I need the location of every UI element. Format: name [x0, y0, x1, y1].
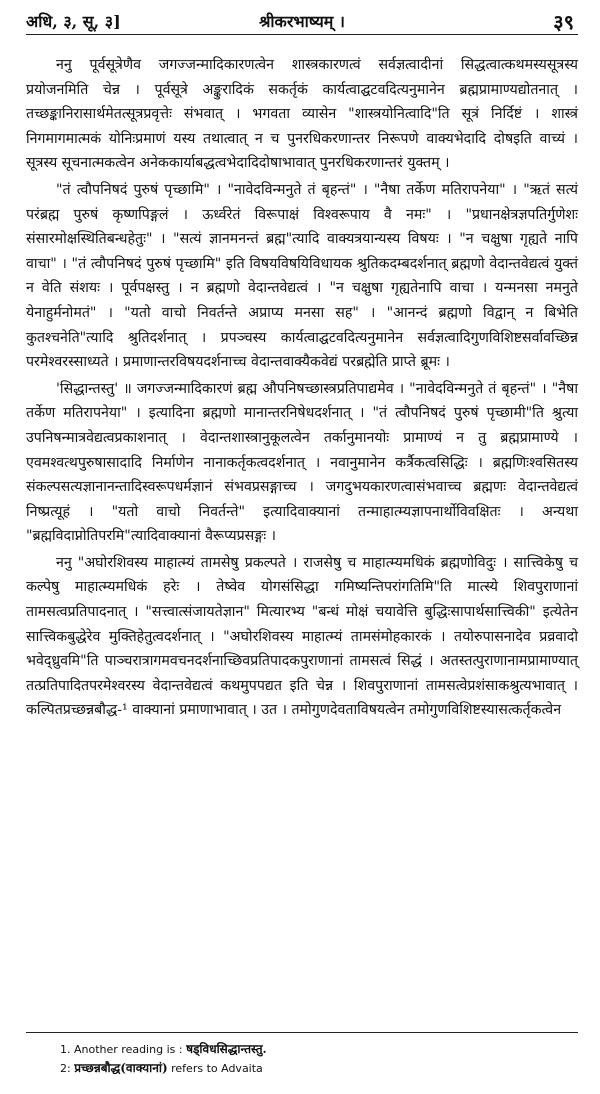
- footnote-2-lead: 2:: [60, 1062, 75, 1075]
- paragraph: "तं त्वौपनिषदं पुरुषं पृच्छामि" । "नावेदविन्मनुते तं बृहन्तं" । "नैषा तर्केण मतिरापनेया" । "ऋतं सत्यं परंब्रह्म पुरुषं कृष्णपिङ्गलं । ऊर्ध्वरेतं विरूपाक्षं विश्वरूपाय वै नमः" । "प्रधानक्षेत्रज्ञपतिर्गुणेशः संसारमोक्षस्थितिबन्धहेतुः" । "सत्यं ज्ञानमनन्तं ब्रह्म"त्यादि वाक्यत्रयान्यस्य विषयः । "न चक्षुषा गृह्यते नापि वाचा" । "तं त्वौपनिषदं पुरुषं पृच्छामि" इति विषयविषयिविधायक श्रुतिकदम्बदर्शनात् ब्रह्मणो वेदान्तवेद्यत्वं युक्तं न वेति संशयः । पूर्वपक्षस्तु । न ब्रह्मणो वेदान्तवेद्यत्वं । "न चक्षुषा गृह्यतेनापि वाचा । यन्मनसा नमनुते येनाहुर्मनोमतं" । "यतो वाचो निवर्तन्ते अप्राप्य मनसा सह" । "आनन्दं ब्रह्मणो विद्वान् न बिभेति कुतश्चनेति"त्यादि श्रुतिदर्शनात् । प्रपञ्चस्य कार्यत्वाद्घटवदित्यनुमानेन सर्वज्ञत्वादिगुणविशिष्टसर्वावच्छिन्न परमेश्वरस्साध्यते । प्रमाणान्तरविषयदर्शनाच्च वेदान्तवाक्यैकवेद्यं परब्रह्मेति प्राप्ते ब्रूमः ।: [26, 181, 578, 371]
- footnote-2-tail: refers to Advaita: [167, 1062, 263, 1075]
- footnote-2-devanagari: प्रच्छन्नबौद्ध(वाक्यानां): [74, 1061, 168, 1075]
- page-number: ३९: [553, 10, 574, 34]
- running-header: [26, 8, 578, 35]
- footnotes: [60, 1040, 578, 1078]
- header-section-reference: अधि, ३, सू, ३]: [26, 12, 121, 31]
- footnote-1-devanagari: षड्विधसिद्धान्तस्तु.: [186, 1042, 267, 1056]
- footnote-1: [60, 1040, 578, 1059]
- paragraph: 'सिद्धान्तस्तु' ॥ जगज्जन्मादिकारणं ब्रह्म औपनिषच्छास्त्रप्रतिपाद्यमेव । "नावेदविन्मनुते तं बृहन्तं" । "नैषा तर्केण मतिरापनेया" । इत्यादिना ब्रह्मणो मानान्तरनिषेधदर्शनात् । "तं त्वौपनिषदं पुरुषं पृच्छामी"ति श्रुत्या उपनिषन्मात्रवेद्यत्वप्रकाशनात् । वेदान्तशास्त्रानुकूलत्वेन तर्कानुमानयोः प्रामाण्यं न तु ब्रह्मप्रामाण्ये । एवमश्वत्थपुरुषासादादि निर्माणेन नानाकर्तृकत्वदर्शनात् । नवानुमानेन कर्त्रैकत्वसिद्धिः । ब्रह्मणिःश्वसितस्य संकल्पसत्यज्ञानानन्तादिस्वरूपधर्मज्ञानं संभवप्रसङ्गाच्च । जगदुभयकारणत्वासंभवाच्च ब्रह्मणः वेदान्तवेद्यत्वं निष्प्रत्यूहं । "यतो वाचो निवर्तन्ते" इत्यादिवाक्यानां तन्माहात्म्यज्ञापनार्थोविवक्षितः । अन्यथा "ब्रह्मविदाप्नोतिपरमि"त्यादिवाक्यानां वैरूप्यप्रसङ्गः ।: [26, 380, 578, 545]
- footnote-divider: [26, 1032, 578, 1033]
- footnote-2: [60, 1059, 578, 1078]
- footnote-1-lead: 1. Another reading is :: [60, 1043, 187, 1056]
- paragraph: ननु "अघोरशिवस्य माहात्म्यं तामसेषु प्रकल्पते । राजसेषु च माहात्म्यमधिकं ब्रह्मणोविदुः । सात्त्विकेषु च कल्पेषु माहात्म्यमधिकं हरेः । तेष्वेव योगसंसिद्धा गमिष्यन्तिपरांगतिमि"ति मात्स्ये शिवपुराणानां तामसत्वप्रतिपादनात् । "सत्त्वात्संजायतेज्ञान" मित्यारभ्य "बन्धं मोक्षं चयावेत्ति बुद्धिःसापार्थसात्त्विकी" इत्येतेन सात्त्विकबुद्धेरेव मुक्तिहेतुत्वदर्शनात् । "अघोरशिवस्य माहात्म्यं तामसंमोहकारकं । तयोरुपासनादेव प्रव्रवादो भवेद्ध्रुवमि"ति पाञ्चरात्रागमवचनदर्शनाच्छिवप्रतिपादकपुराणानां तामसत्वं सिद्धं । अतस्तत्पुराणानामप्रामाण्यात् तत्प्रतिपादितपरमेश्वरस्य वेदान्तवेद्यत्वं कथमुपपद्यत इति चेन्न । शिवपुराणानां तामसत्वेप्रशंसाकश्रुत्यभावात् । कल्पितप्रच्छन्नबौद्ध-¹ वाक्यानां प्रमाणाभावात् । उत । तमोगुणदेवताविषयत्वेन तमोगुणविशिष्टस्यासत्कर्तृकत्वेन: [26, 554, 578, 719]
- page-body-text: [26, 53, 578, 723]
- paragraph: ननु पूर्वसूत्रेणैव जगज्जन्मादिकारणत्वेन शास्त्रकारणत्वं सर्वज्ञत्वादीनां सिद्धत्वात्कथमस्यसूत्रस्य प्रयोजनमिति चेन्न । पूर्वसूत्रे अङ्कुरादिकं सकर्तृकं कार्यत्वाद्घटवदित्यनुमानेन ब्रह्मप्रामाण्यद्योतनात् । तच्छङ्कानिरासार्थमेतत्सूत्रप्रवृत्तेः संभवात् । भगवता व्यासेन "शास्त्रयोनित्वादि"ति सूत्रं निर्दिष्टं । शास्त्रं निगमागमात्मकं योनिःप्रमाणं यस्य तथात्वात् न च पुनरधिकरणान्तर निरूपणे वाक्यभेदादि दोषइति वाच्यं । सूत्रस्य सूचनात्मकत्वेन अनेककार्याबद्धत्वभेदादिदोषाभावात् पुनरधिकरणान्तरं युक्तम् ।: [26, 57, 578, 172]
- header-book-title: श्रीकरभाष्यम् ।: [259, 12, 345, 31]
